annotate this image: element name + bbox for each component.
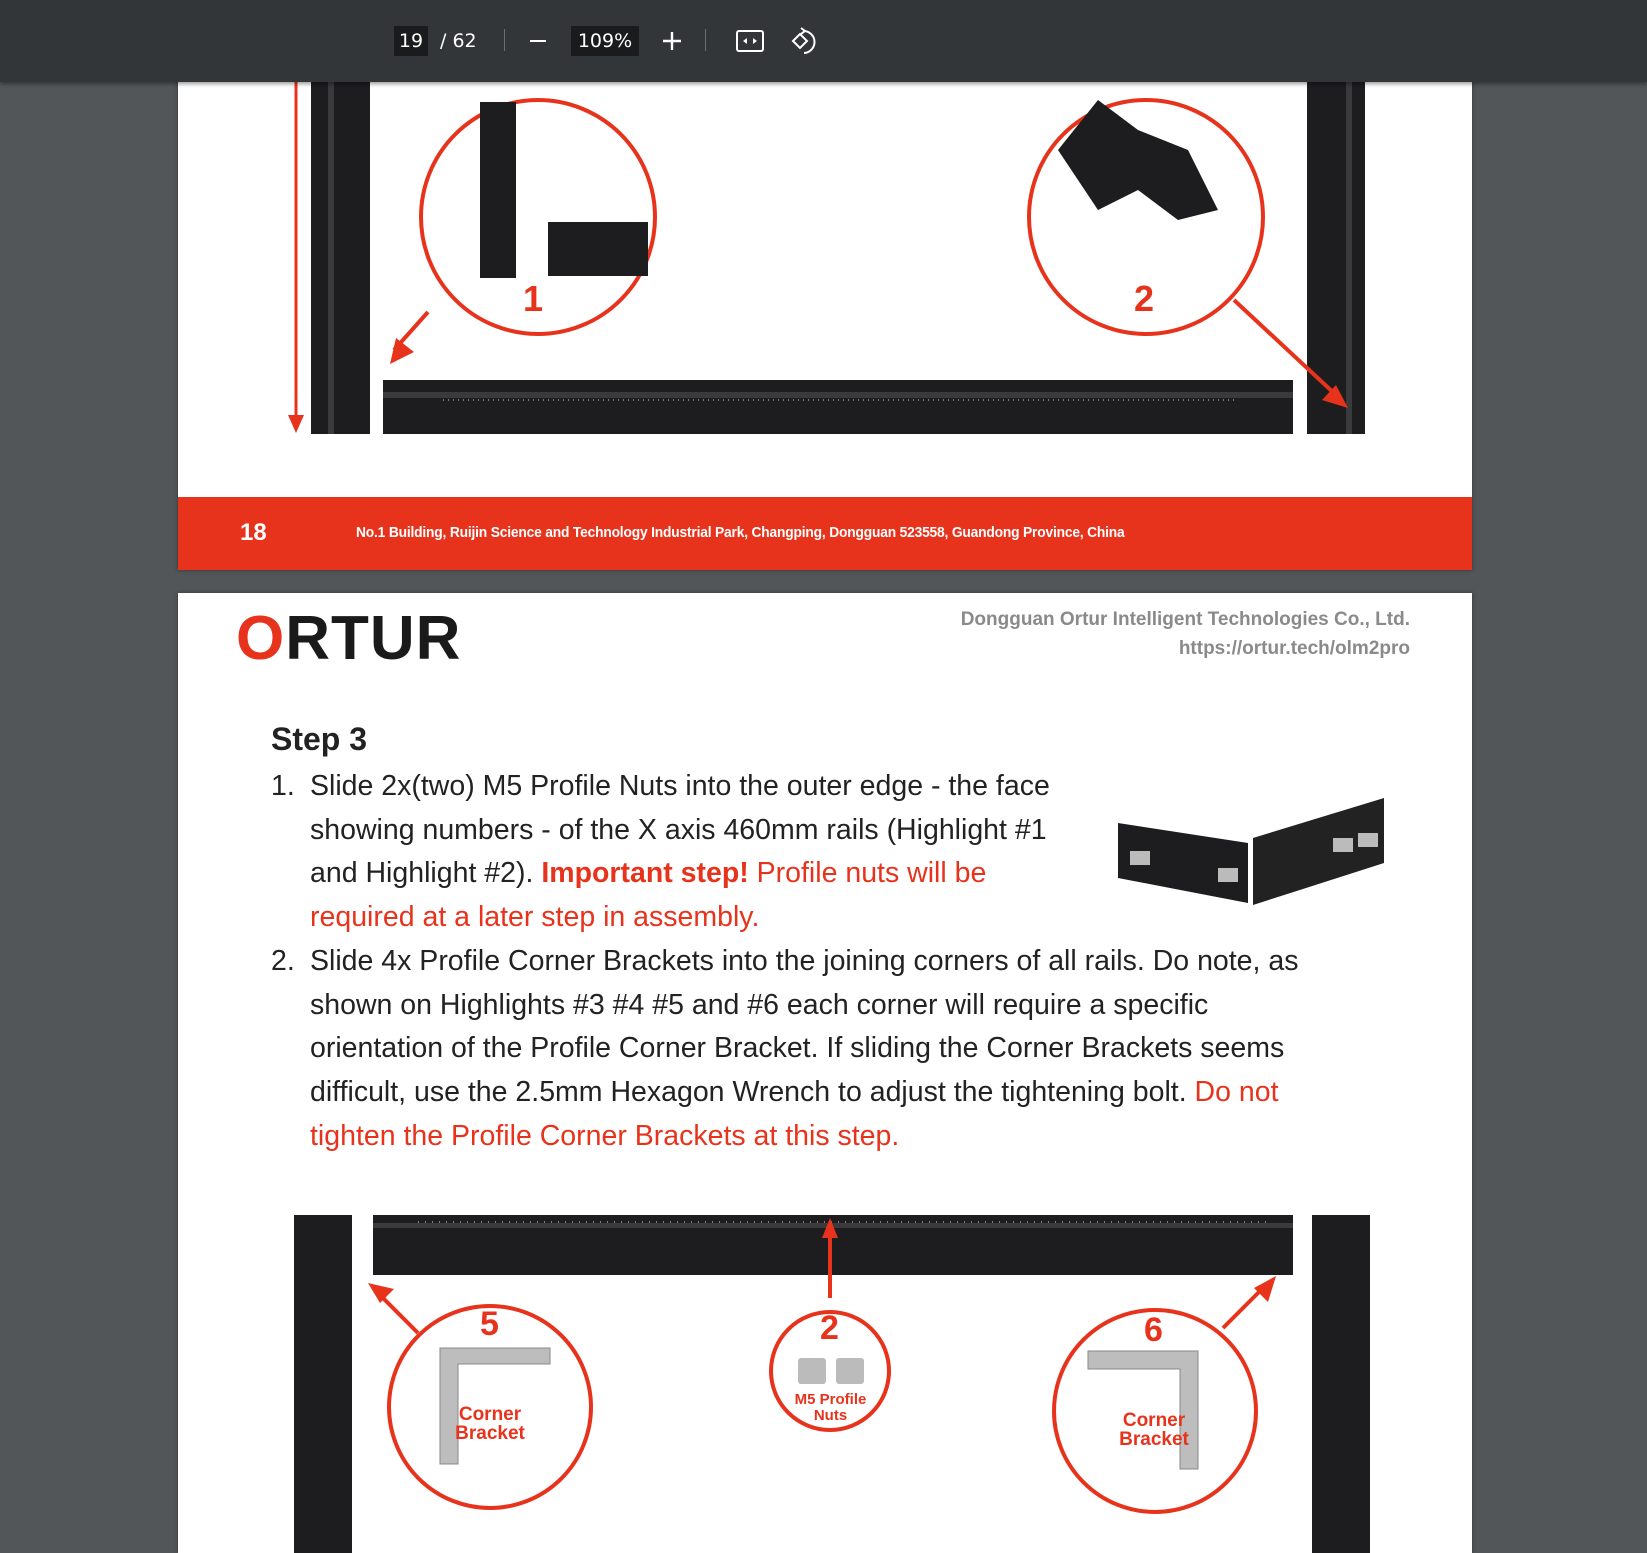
rotate-button[interactable] (787, 24, 821, 58)
rotate-icon (789, 26, 819, 56)
pdf-toolbar (0, 0, 1647, 82)
zoom-in-button[interactable] (655, 24, 689, 58)
callout-label-corner-bracket: Corner Bracket (1119, 1410, 1189, 1450)
callout-label-m5-nuts: M5 Profile Nuts (794, 1391, 867, 1424)
fit-to-page-icon (735, 28, 765, 54)
zoom-out-button[interactable] (521, 24, 555, 58)
fit-page-button[interactable] (733, 24, 767, 58)
page-footer (178, 497, 1472, 570)
callout-label-corner-bracket: Corner Bracket (455, 1404, 525, 1444)
rails-illustration-bottom (178, 1193, 1472, 1553)
instruction-item-2: 2. Slide 4x Profile Corner Brackets into the joining corners of all rails. Do note, as shown on Highlights #3 #4 #5 and #6 each corner will require a specific orientation of the Profile Corner Bracket. If sliding the Corner Brackets seems difficult, use the 2.5mm Hexagon Wrench to adjust the tightening bolt. Do not tighten the Profile Corner Brackets at this step. (271, 944, 1299, 1152)
divider (504, 29, 505, 51)
callout-number-2: 2 (1134, 278, 1155, 319)
callout-number-2: 2 (820, 1309, 839, 1347)
step-title: Step 3 (271, 721, 368, 757)
minus-icon (528, 31, 548, 51)
pdf-page-19 (178, 593, 1472, 1553)
callout-number-5: 5 (480, 1305, 499, 1343)
footer-page-number: 18 (240, 519, 267, 546)
plus-icon (661, 30, 683, 52)
company-header (961, 605, 1410, 663)
company-url: https://ortur.tech/olm2pro (1178, 638, 1410, 659)
total-pages: / 62 (440, 30, 477, 52)
instruction-list (271, 765, 1341, 1158)
page-number-input[interactable]: 19 (394, 26, 428, 56)
company-name: Dongguan Ortur Intelligent Technologies Co., Ltd. (960, 609, 1410, 630)
callout-number-6: 6 (1144, 1311, 1163, 1349)
callout-number-1: 1 (523, 278, 544, 319)
divider (705, 29, 706, 51)
zoom-input[interactable]: 109% (571, 26, 639, 56)
ortur-logo: ORTUR (236, 604, 462, 673)
instruction-item-1: 1. Slide 2x(two) M5 Profile Nuts into the outer edge - the face showing numbers - of the X axis 460mm rails (Highlight #1 and Highlight #2). Important step! Profile nuts will be required at a later step in assembly. (271, 770, 1050, 934)
footer-address: No.1 Building, Ruijin Science and Technology Industrial Park, Changping, Dongguan 523558, Guandong Province, China (356, 524, 1125, 541)
pdf-page-18 (178, 0, 1472, 570)
